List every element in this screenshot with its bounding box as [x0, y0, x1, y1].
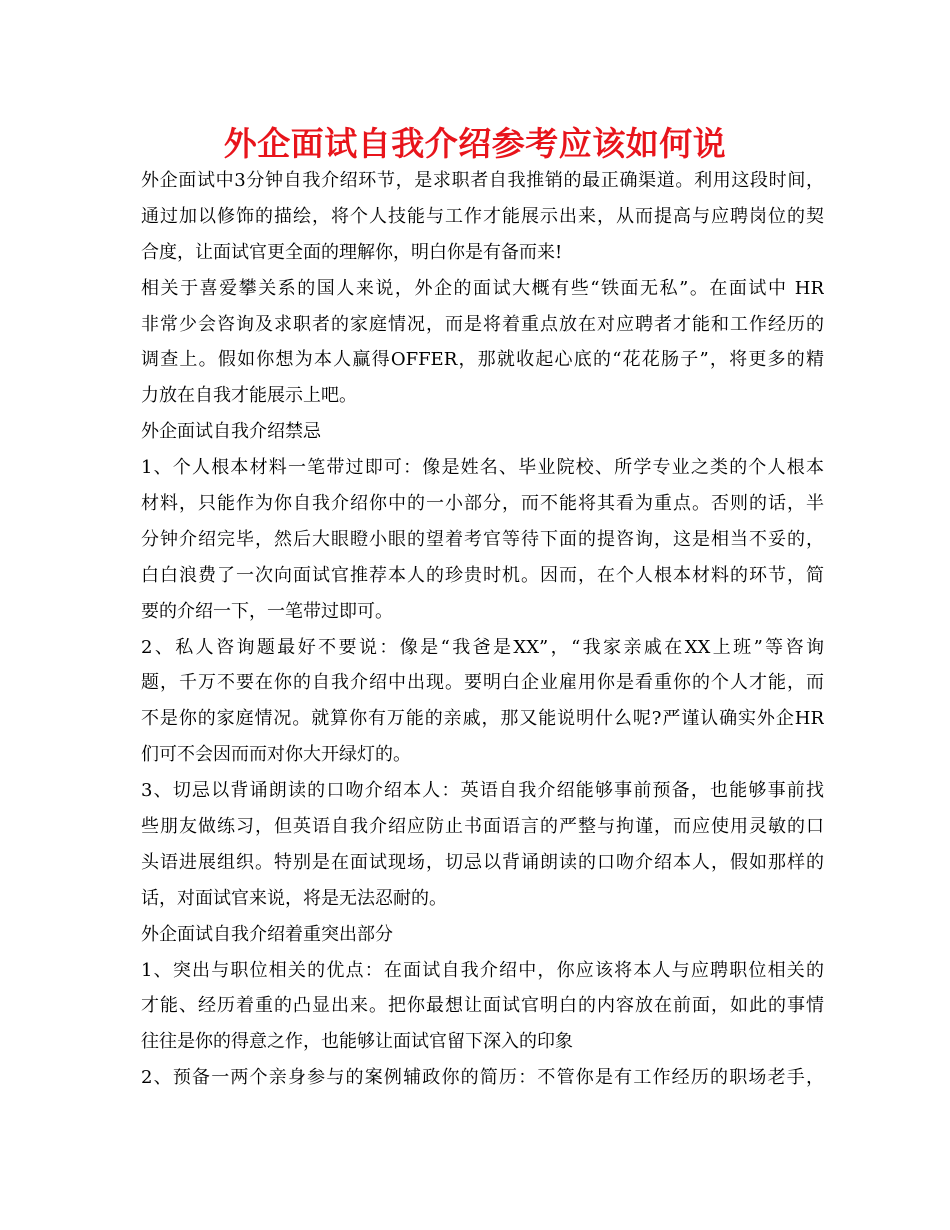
paragraph-line: 要的介绍一下，一笔带过即可。 [141, 600, 393, 622]
paragraph-line: 才能、经历着重的凸显出来。把你最想让面试官明白的内容放在前面，如此的事情 [141, 995, 824, 1017]
paragraph-line: 头语进展组织。特别是在面试现场，切忌以背诵朗读的口吻介绍本人，假如那样的 [141, 851, 824, 873]
paragraph-line: 外企面试自我介绍禁忌 [141, 421, 321, 443]
paragraph-line: 白白浪费了一次向面试官推荐本人的珍贵时机。因而，在个人根本材料的环节，简 [141, 564, 824, 586]
paragraph-line: 合度，让面试官更全面的理解你，明白你是有备而来! [141, 241, 563, 263]
paragraph-line: 往往是你的得意之作，也能够让面试官留下深入的印象 [141, 1031, 573, 1053]
paragraph-line: 们可不会因而而对你大开绿灯的。 [141, 744, 411, 766]
paragraph-line: 外企面试中3分钟自我介绍环节，是求职者自我推销的最正确渠道。利用这段时间， [141, 170, 824, 191]
paragraph-line: 调查上。假如你想为本人赢得OFFER，那就收起心底的“花花肠子”，将更多的精 [141, 349, 824, 371]
paragraph-line: 3、切忌以背诵朗读的口吻介绍本人：英语自我介绍能够事前预备，也能够事前找 [141, 780, 824, 802]
paragraph-line: 外企面试自我介绍着重突出部分 [141, 923, 393, 945]
paragraph-line: 2、预备一两个亲身参与的案例辅政你的简历：不管你是有工作经历的职场老手， [141, 1067, 824, 1089]
paragraph-line: 材料，只能作为你自我介绍你中的一小部分，而不能将其看为重点。否则的话，半 [141, 493, 824, 515]
document-title: 外企面试自我介绍参考应该如何说 [223, 124, 727, 163]
paragraph-line: 1、个人根本材料一笔带过即可：像是姓名、毕业院校、所学专业之类的个人根本 [141, 457, 824, 479]
paragraph-line: 话，对面试官来说，将是无法忍耐的。 [141, 887, 447, 909]
paragraph-line: 力放在自我才能展示上吧。 [141, 385, 357, 407]
paragraph-line: 通过加以修饰的描绘，将个人技能与工作才能展示出来，从而提高与应聘岗位的契 [141, 205, 824, 227]
paragraph-line: 分钟介绍完毕，然后大眼瞪小眼的望着考官等待下面的提咨询，这是相当不妥的， [141, 528, 824, 550]
paragraph-line: 些朋友做练习，但英语自我介绍应防止书面语言的严整与拘谨，而应使用灵敏的口 [141, 816, 824, 838]
document-body [141, 163, 824, 1096]
paragraph-line: 不是你的家庭情况。就算你有万能的亲戚，那又能说明什么呢?严谨认确实外企HR [141, 708, 824, 730]
paragraph-line: 相关于喜爱攀关系的国人来说，外企的面试大概有些“铁面无私”。在面试中 HR [141, 277, 824, 299]
paragraph-line: 1、突出与职位相关的优点：在面试自我介绍中，你应该将本人与应聘职位相关的 [141, 959, 824, 981]
paragraph-line: 题，千万不要在你的自我介绍中出现。要明白企业雇用你是看重你的个人才能，而 [141, 672, 824, 694]
paragraph-line: 2、私人咨询题最好不要说：像是“我爸是XX”，“我家亲戚在XX上班”等咨询 [141, 636, 824, 658]
paragraph-line: 非常少会咨询及求职者的家庭情况，而是将着重点放在对应聘者才能和工作经历的 [141, 313, 824, 335]
